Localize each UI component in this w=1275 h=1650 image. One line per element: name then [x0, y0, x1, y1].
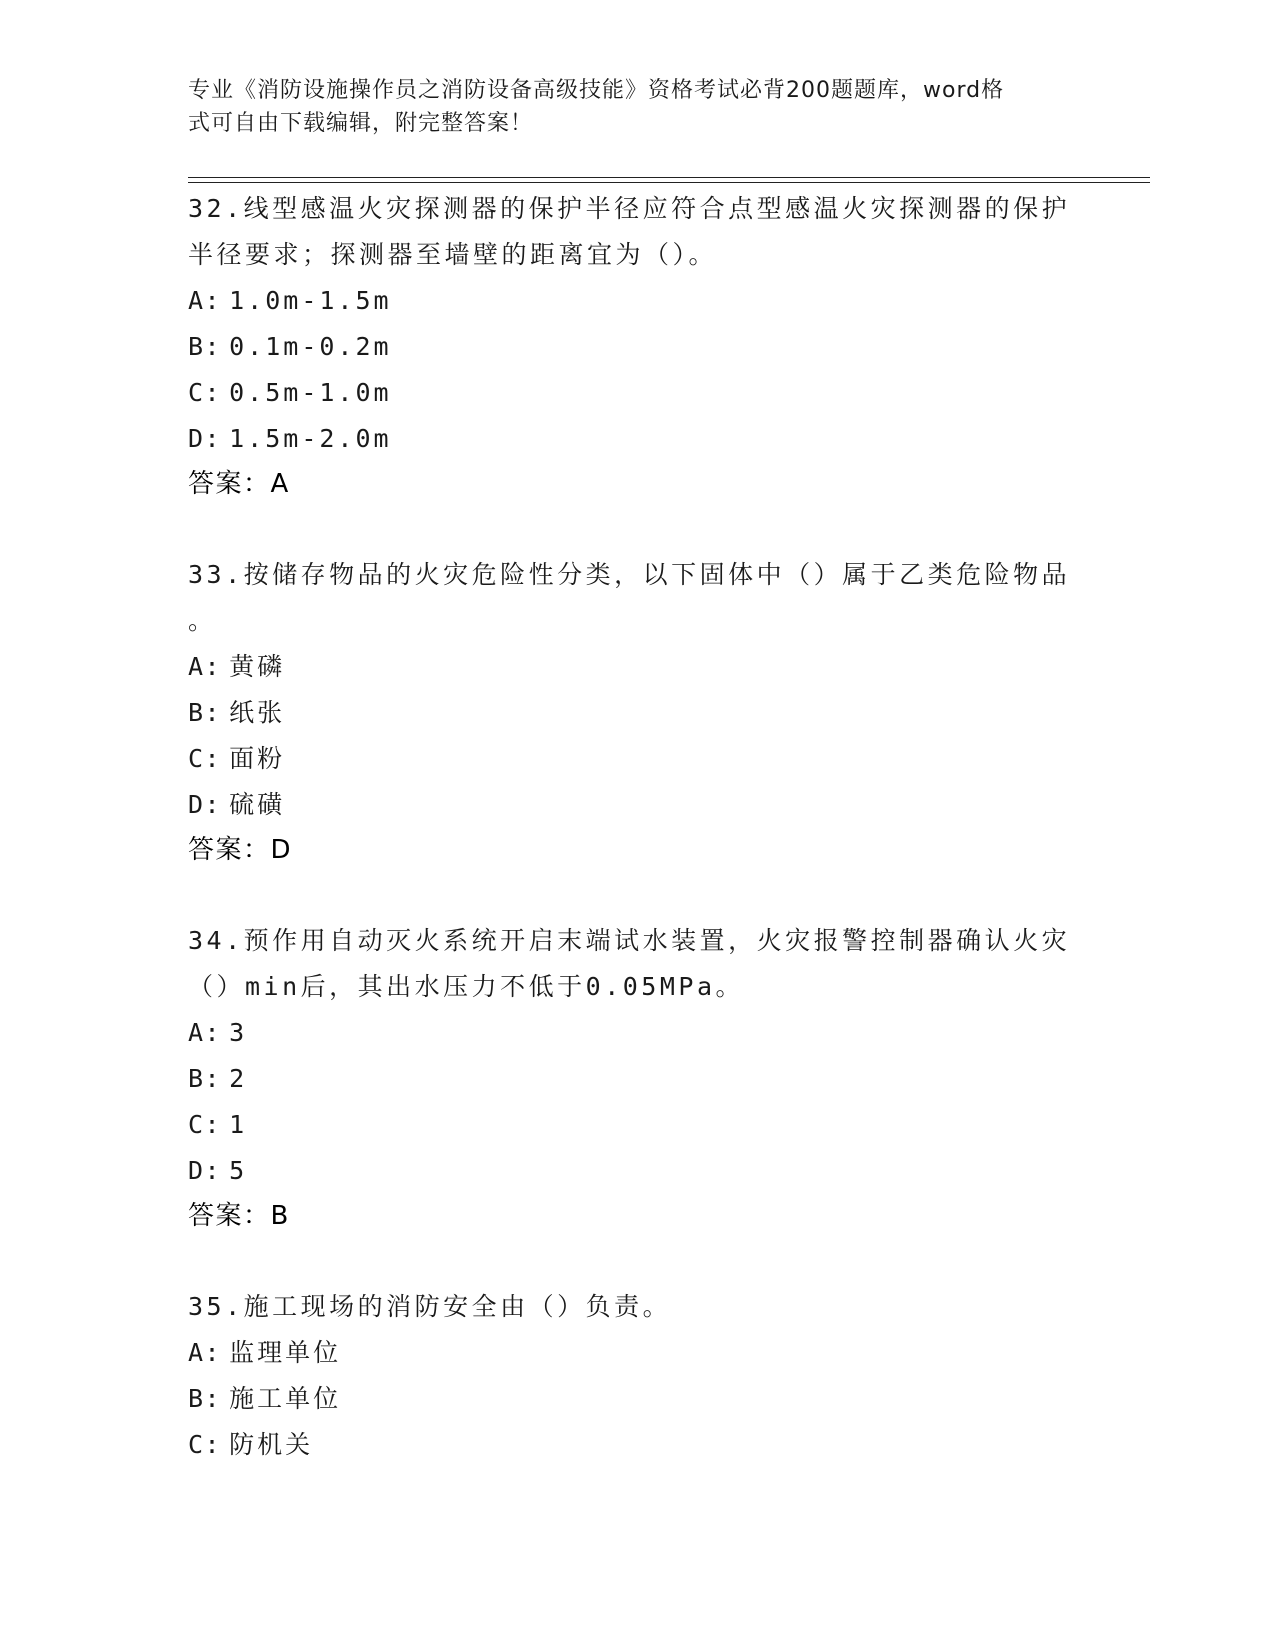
question-34 [188, 918, 1088, 1238]
option-text: 1.0m-1.5m [229, 286, 392, 315]
option-text: 施工单位 [229, 1384, 342, 1413]
option-letter: D: [188, 424, 222, 453]
option-a [188, 1010, 1088, 1056]
option-c [188, 370, 1088, 416]
question-text-line: 33.按储存物品的火灾危险性分类，以下固体中（）属于乙类危险物品 [188, 560, 1071, 589]
option-d [188, 416, 1088, 462]
option-letter: C: [188, 1110, 222, 1139]
document-header [188, 74, 1068, 140]
option-letter: D: [188, 1156, 222, 1185]
option-letter: C: [188, 378, 222, 407]
header-divider-top [188, 177, 1150, 178]
option-text: 2 [229, 1064, 248, 1093]
option-letter: B: [188, 1384, 222, 1413]
option-text: 5 [229, 1156, 248, 1185]
option-b [188, 324, 1088, 370]
option-b [188, 1376, 1088, 1422]
option-text: 黄磷 [229, 652, 286, 681]
option-letter: D: [188, 790, 222, 819]
option-text: 1 [229, 1110, 248, 1139]
option-d [188, 1148, 1088, 1194]
option-letter: A: [188, 1338, 222, 1367]
option-text: 面粉 [229, 744, 286, 773]
option-letter: B: [188, 698, 222, 727]
option-letter: C: [188, 744, 222, 773]
question-spacer [188, 1238, 1088, 1284]
question-spacer [188, 506, 1088, 552]
answer-line: 答案：A [188, 469, 290, 499]
question-list [188, 186, 1088, 1468]
question-33 [188, 552, 1088, 872]
option-c [188, 1102, 1088, 1148]
header-divider-bottom [188, 182, 1150, 183]
option-d [188, 782, 1088, 828]
option-b [188, 1056, 1088, 1102]
answer-line: 答案：D [188, 835, 293, 865]
option-text: 硫磺 [229, 790, 286, 819]
answer-line: 答案：B [188, 1201, 290, 1231]
header-line-1: 专业《消防设施操作员之消防设备高级技能》资格考试必背200题题库，word格 [188, 78, 1005, 103]
question-spacer [188, 872, 1088, 918]
question-text-line: 半径要求；探测器至墙壁的距离宜为（）。 [188, 240, 718, 269]
question-text-line: 34.预作用自动灭火系统开启末端试水装置，火灾报警控制器确认火灾 [188, 926, 1071, 955]
option-a [188, 1330, 1088, 1376]
option-a [188, 278, 1088, 324]
option-text: 1.5m-2.0m [229, 424, 392, 453]
option-c [188, 1422, 1088, 1468]
option-text: 监理单位 [229, 1338, 342, 1367]
question-text-line: 32.线型感温火灾探测器的保护半径应符合点型感温火灾探测器的保护 [188, 194, 1071, 223]
option-text: 0.5m-1.0m [229, 378, 392, 407]
option-letter: B: [188, 332, 222, 361]
option-text: 纸张 [229, 698, 286, 727]
option-text: 防机关 [229, 1430, 314, 1459]
option-letter: B: [188, 1064, 222, 1093]
option-c [188, 736, 1088, 782]
option-b [188, 690, 1088, 736]
option-letter: A: [188, 286, 222, 315]
header-line-2: 式可自由下载编辑，附完整答案！ [188, 111, 534, 136]
option-letter: A: [188, 1018, 222, 1047]
option-text: 3 [229, 1018, 248, 1047]
question-32 [188, 186, 1088, 506]
question-text-line: 。 [188, 606, 217, 635]
option-text: 0.1m-0.2m [229, 332, 392, 361]
option-letter: A: [188, 652, 222, 681]
option-a [188, 644, 1088, 690]
question-text-line: 35.施工现场的消防安全由（）负责。 [188, 1292, 672, 1321]
question-35 [188, 1284, 1088, 1468]
question-text-line: （）min后，其出水压力不低于0.05MPa。 [188, 972, 745, 1001]
option-letter: C: [188, 1430, 222, 1459]
